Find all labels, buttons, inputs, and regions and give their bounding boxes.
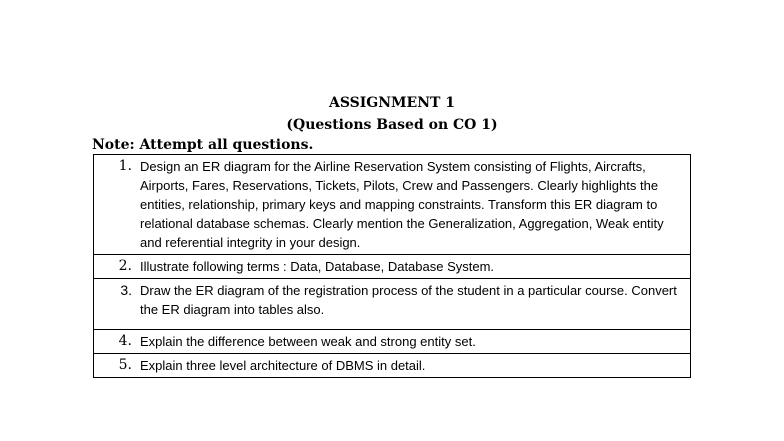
question-text: Explain the difference between weak and strong entity set. [140,334,476,349]
question-number: 2. [118,258,132,274]
question-number: 1. [118,158,132,174]
question-text: Explain three level architecture of DBMS in detail. [140,358,426,373]
question-text: Draw the ER diagram of the registration process of the student in a particular course. Convert the ER diagram into tables also. [140,283,677,317]
question-number: 5. [118,357,132,373]
question-row-1 [94,155,691,255]
question-text: Illustrate following terms : Data, Database, Database System. [140,259,495,274]
question-number: 4. [118,333,132,349]
questions-table [93,154,691,378]
question-row-3 [94,279,691,330]
question-row-5 [94,354,691,378]
question-text: Design an ER diagram for the Airline Reservation System consisting of Flights, Aircrafts, Airports, Fares, Reservations, Tickets, Pilots, Crew and Passengers. Clearly highlights the entities, relationship, primary keys and mapping constraints. Transform this ER diagram to relational database schemas. Clearly mention the Generalization, Aggregation, Weak entity and referential integrity in your design. [140,159,664,250]
assignment-title: ASSIGNMENT 1 [328,95,456,111]
question-row-2 [94,255,691,279]
question-number: 3. [120,282,132,298]
note-text: Note: Attempt all questions. [92,137,314,153]
assignment-subtitle: (Questions Based on CO 1) [286,117,498,133]
question-row-4 [94,330,691,354]
